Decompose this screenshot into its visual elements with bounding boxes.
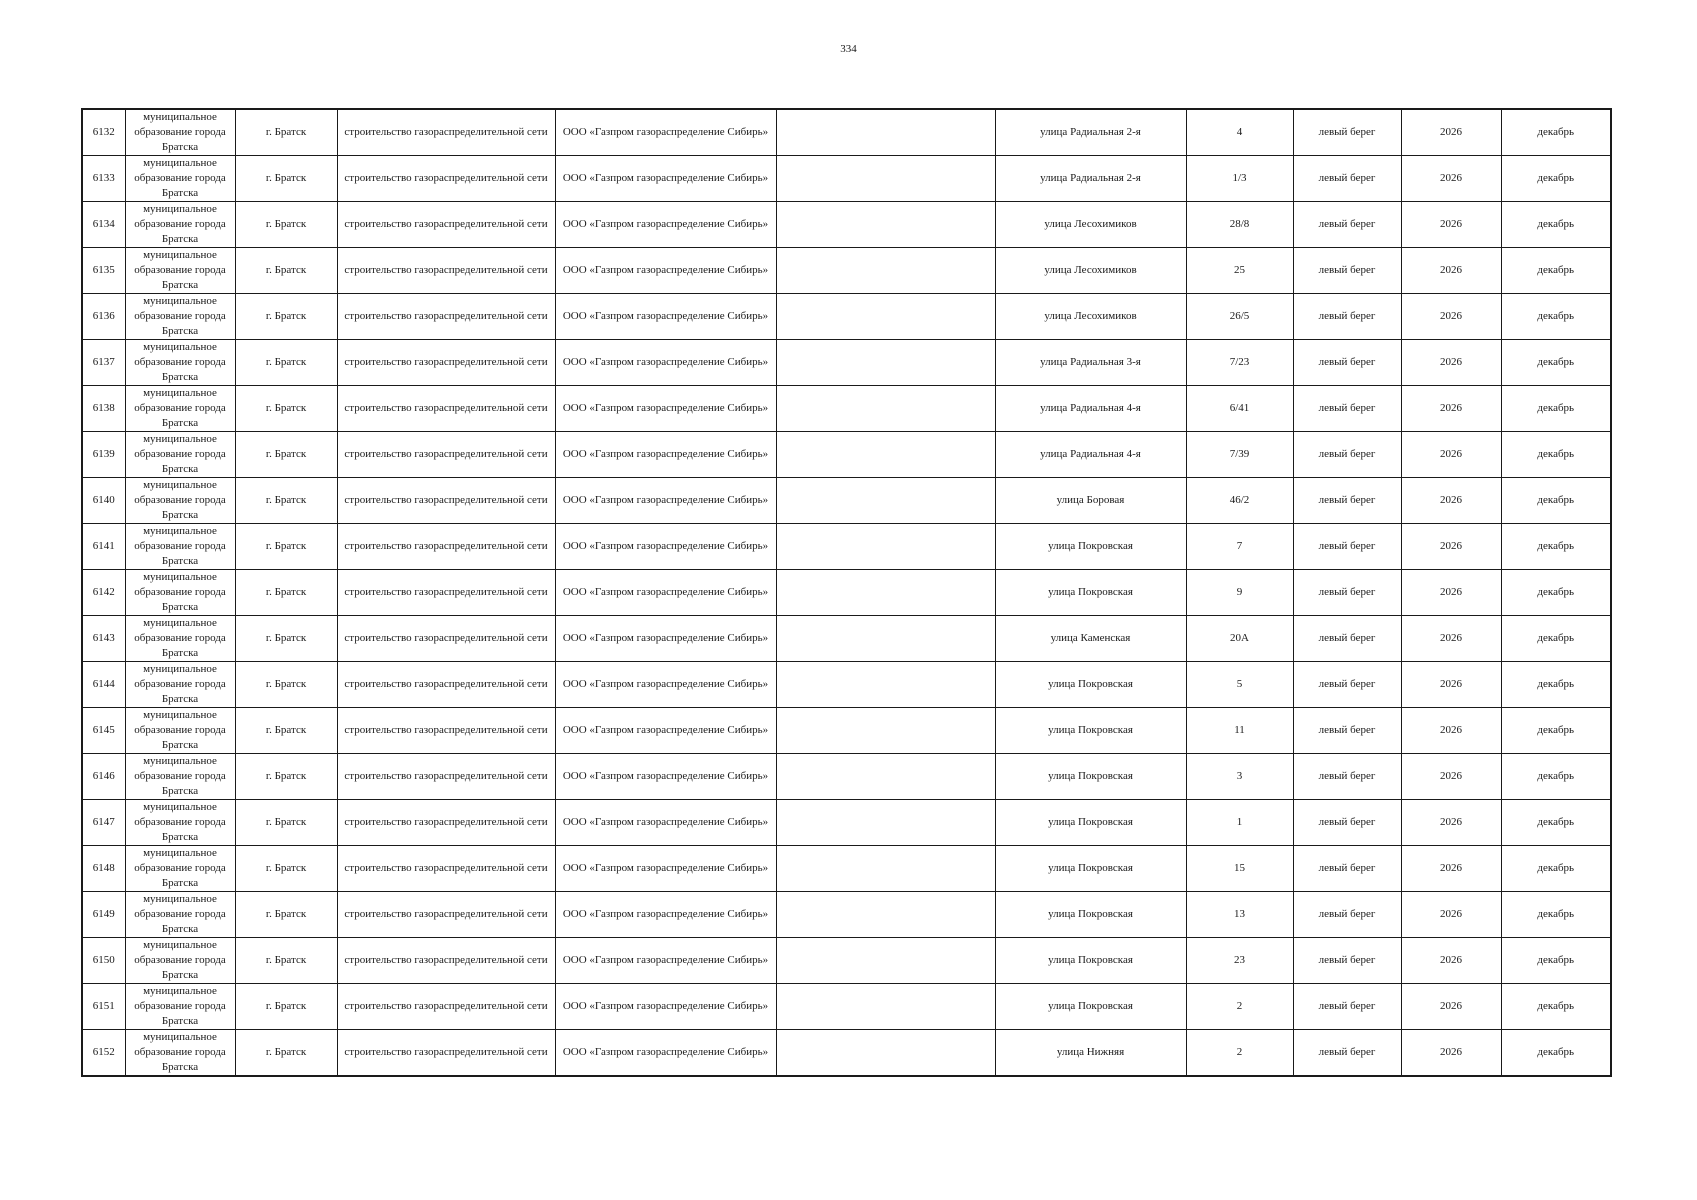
street-cell: улица Боровая — [995, 478, 1186, 524]
year-cell: 2026 — [1401, 616, 1501, 662]
organization-cell: ООО «Газпром газораспределение Сибирь» — [555, 432, 776, 478]
year-cell: 2026 — [1401, 892, 1501, 938]
municipality-cell: муниципальное образование города Братска — [125, 1030, 235, 1077]
table-row — [82, 294, 1611, 340]
empty-cell — [776, 662, 995, 708]
municipality-cell: муниципальное образование города Братска — [125, 248, 235, 294]
empty-cell — [776, 524, 995, 570]
work-type-cell: строительство газораспределительной сети — [337, 432, 555, 478]
empty-cell — [776, 294, 995, 340]
house-number-cell: 4 — [1186, 109, 1293, 156]
district-cell: левый берег — [1293, 662, 1401, 708]
municipality-cell: муниципальное образование города Братска — [125, 524, 235, 570]
street-cell: улица Покровская — [995, 846, 1186, 892]
year-cell: 2026 — [1401, 754, 1501, 800]
city-cell: г. Братск — [235, 984, 337, 1030]
organization-cell: ООО «Газпром газораспределение Сибирь» — [555, 846, 776, 892]
municipality-cell: муниципальное образование города Братска — [125, 432, 235, 478]
house-number-cell: 28/8 — [1186, 202, 1293, 248]
year-cell: 2026 — [1401, 386, 1501, 432]
city-cell: г. Братск — [235, 754, 337, 800]
municipality-cell: муниципальное образование города Братска — [125, 570, 235, 616]
organization-cell: ООО «Газпром газораспределение Сибирь» — [555, 524, 776, 570]
house-number-cell: 26/5 — [1186, 294, 1293, 340]
year-cell: 2026 — [1401, 1030, 1501, 1077]
house-number-cell: 13 — [1186, 892, 1293, 938]
empty-cell — [776, 478, 995, 524]
empty-cell — [776, 1030, 995, 1077]
month-cell: декабрь — [1501, 800, 1611, 846]
street-cell: улица Покровская — [995, 570, 1186, 616]
row-number-cell: 6133 — [82, 156, 125, 202]
work-type-cell: строительство газораспределительной сети — [337, 754, 555, 800]
city-cell: г. Братск — [235, 248, 337, 294]
street-cell: улица Покровская — [995, 984, 1186, 1030]
district-cell: левый берег — [1293, 202, 1401, 248]
empty-cell — [776, 984, 995, 1030]
month-cell: декабрь — [1501, 386, 1611, 432]
year-cell: 2026 — [1401, 984, 1501, 1030]
year-cell: 2026 — [1401, 800, 1501, 846]
city-cell: г. Братск — [235, 340, 337, 386]
municipality-cell: муниципальное образование города Братска — [125, 294, 235, 340]
table-row — [82, 432, 1611, 478]
organization-cell: ООО «Газпром газораспределение Сибирь» — [555, 109, 776, 156]
work-type-cell: строительство газораспределительной сети — [337, 340, 555, 386]
work-type-cell: строительство газораспределительной сети — [337, 1030, 555, 1077]
municipality-cell: муниципальное образование города Братска — [125, 202, 235, 248]
house-number-cell: 46/2 — [1186, 478, 1293, 524]
street-cell: улица Покровская — [995, 708, 1186, 754]
district-cell: левый берег — [1293, 616, 1401, 662]
table-row — [82, 938, 1611, 984]
data-table — [81, 108, 1612, 1077]
house-number-cell: 7/39 — [1186, 432, 1293, 478]
house-number-cell: 7 — [1186, 524, 1293, 570]
table-row — [82, 570, 1611, 616]
row-number-cell: 6149 — [82, 892, 125, 938]
municipality-cell: муниципальное образование города Братска — [125, 478, 235, 524]
row-number-cell: 6144 — [82, 662, 125, 708]
city-cell: г. Братск — [235, 800, 337, 846]
empty-cell — [776, 156, 995, 202]
year-cell: 2026 — [1401, 202, 1501, 248]
organization-cell: ООО «Газпром газораспределение Сибирь» — [555, 708, 776, 754]
work-type-cell: строительство газораспределительной сети — [337, 800, 555, 846]
district-cell: левый берег — [1293, 478, 1401, 524]
municipality-cell: муниципальное образование города Братска — [125, 156, 235, 202]
work-type-cell: строительство газораспределительной сети — [337, 248, 555, 294]
district-cell: левый берег — [1293, 156, 1401, 202]
year-cell: 2026 — [1401, 340, 1501, 386]
work-type-cell: строительство газораспределительной сети — [337, 570, 555, 616]
row-number-cell: 6135 — [82, 248, 125, 294]
month-cell: декабрь — [1501, 1030, 1611, 1077]
municipality-cell: муниципальное образование города Братска — [125, 800, 235, 846]
month-cell: декабрь — [1501, 616, 1611, 662]
table-row — [82, 846, 1611, 892]
organization-cell: ООО «Газпром газораспределение Сибирь» — [555, 938, 776, 984]
work-type-cell: строительство газораспределительной сети — [337, 938, 555, 984]
year-cell: 2026 — [1401, 708, 1501, 754]
house-number-cell: 23 — [1186, 938, 1293, 984]
empty-cell — [776, 892, 995, 938]
district-cell: левый берег — [1293, 294, 1401, 340]
district-cell: левый берег — [1293, 892, 1401, 938]
month-cell: декабрь — [1501, 248, 1611, 294]
empty-cell — [776, 616, 995, 662]
table-row — [82, 156, 1611, 202]
year-cell: 2026 — [1401, 156, 1501, 202]
district-cell: левый берег — [1293, 984, 1401, 1030]
district-cell: левый берег — [1293, 248, 1401, 294]
year-cell: 2026 — [1401, 432, 1501, 478]
month-cell: декабрь — [1501, 432, 1611, 478]
district-cell: левый берег — [1293, 340, 1401, 386]
year-cell: 2026 — [1401, 248, 1501, 294]
work-type-cell: строительство газораспределительной сети — [337, 478, 555, 524]
row-number-cell: 6143 — [82, 616, 125, 662]
row-number-cell: 6152 — [82, 1030, 125, 1077]
empty-cell — [776, 432, 995, 478]
district-cell: левый берег — [1293, 1030, 1401, 1077]
work-type-cell: строительство газораспределительной сети — [337, 109, 555, 156]
house-number-cell: 5 — [1186, 662, 1293, 708]
house-number-cell: 2 — [1186, 1030, 1293, 1077]
street-cell: улица Покровская — [995, 892, 1186, 938]
row-number-cell: 6132 — [82, 109, 125, 156]
organization-cell: ООО «Газпром газораспределение Сибирь» — [555, 662, 776, 708]
work-type-cell: строительство газораспределительной сети — [337, 156, 555, 202]
house-number-cell: 7/23 — [1186, 340, 1293, 386]
work-type-cell: строительство газораспределительной сети — [337, 846, 555, 892]
row-number-cell: 6142 — [82, 570, 125, 616]
row-number-cell: 6134 — [82, 202, 125, 248]
month-cell: декабрь — [1501, 938, 1611, 984]
street-cell: улица Покровская — [995, 800, 1186, 846]
district-cell: левый берег — [1293, 754, 1401, 800]
year-cell: 2026 — [1401, 846, 1501, 892]
street-cell: улица Лесохимиков — [995, 202, 1186, 248]
house-number-cell: 25 — [1186, 248, 1293, 294]
year-cell: 2026 — [1401, 294, 1501, 340]
street-cell: улица Лесохимиков — [995, 294, 1186, 340]
empty-cell — [776, 386, 995, 432]
empty-cell — [776, 754, 995, 800]
district-cell: левый берег — [1293, 432, 1401, 478]
organization-cell: ООО «Газпром газораспределение Сибирь» — [555, 984, 776, 1030]
empty-cell — [776, 202, 995, 248]
organization-cell: ООО «Газпром газораспределение Сибирь» — [555, 570, 776, 616]
work-type-cell: строительство газораспределительной сети — [337, 984, 555, 1030]
empty-cell — [776, 846, 995, 892]
row-number-cell: 6146 — [82, 754, 125, 800]
row-number-cell: 6151 — [82, 984, 125, 1030]
district-cell: левый берег — [1293, 800, 1401, 846]
year-cell: 2026 — [1401, 662, 1501, 708]
city-cell: г. Братск — [235, 570, 337, 616]
table-row — [82, 708, 1611, 754]
row-number-cell: 6136 — [82, 294, 125, 340]
district-cell: левый берег — [1293, 570, 1401, 616]
year-cell: 2026 — [1401, 109, 1501, 156]
table-row — [82, 616, 1611, 662]
district-cell: левый берег — [1293, 708, 1401, 754]
city-cell: г. Братск — [235, 662, 337, 708]
district-cell: левый берег — [1293, 938, 1401, 984]
municipality-cell: муниципальное образование города Братска — [125, 984, 235, 1030]
month-cell: декабрь — [1501, 570, 1611, 616]
month-cell: декабрь — [1501, 524, 1611, 570]
house-number-cell: 6/41 — [1186, 386, 1293, 432]
table-row — [82, 984, 1611, 1030]
table-row — [82, 662, 1611, 708]
table-row — [82, 202, 1611, 248]
municipality-cell: муниципальное образование города Братска — [125, 616, 235, 662]
house-number-cell: 2 — [1186, 984, 1293, 1030]
row-number-cell: 6137 — [82, 340, 125, 386]
municipality-cell: муниципальное образование города Братска — [125, 892, 235, 938]
city-cell: г. Братск — [235, 938, 337, 984]
city-cell: г. Братск — [235, 386, 337, 432]
empty-cell — [776, 109, 995, 156]
city-cell: г. Братск — [235, 524, 337, 570]
page-number: 334 — [840, 43, 857, 55]
month-cell: декабрь — [1501, 340, 1611, 386]
municipality-cell: муниципальное образование города Братска — [125, 662, 235, 708]
organization-cell: ООО «Газпром газораспределение Сибирь» — [555, 156, 776, 202]
work-type-cell: строительство газораспределительной сети — [337, 708, 555, 754]
organization-cell: ООО «Газпром газораспределение Сибирь» — [555, 478, 776, 524]
work-type-cell: строительство газораспределительной сети — [337, 892, 555, 938]
work-type-cell: строительство газораспределительной сети — [337, 294, 555, 340]
table-row — [82, 340, 1611, 386]
table-row — [82, 524, 1611, 570]
month-cell: декабрь — [1501, 662, 1611, 708]
table-row — [82, 109, 1611, 156]
organization-cell: ООО «Газпром газораспределение Сибирь» — [555, 754, 776, 800]
month-cell: декабрь — [1501, 109, 1611, 156]
street-cell: улица Радиальная 3-я — [995, 340, 1186, 386]
table-row — [82, 478, 1611, 524]
table-row — [82, 386, 1611, 432]
municipality-cell: муниципальное образование города Братска — [125, 754, 235, 800]
organization-cell: ООО «Газпром газораспределение Сибирь» — [555, 294, 776, 340]
row-number-cell: 6145 — [82, 708, 125, 754]
month-cell: декабрь — [1501, 478, 1611, 524]
organization-cell: ООО «Газпром газораспределение Сибирь» — [555, 340, 776, 386]
city-cell: г. Братск — [235, 202, 337, 248]
table-row — [82, 892, 1611, 938]
city-cell: г. Братск — [235, 109, 337, 156]
year-cell: 2026 — [1401, 938, 1501, 984]
month-cell: декабрь — [1501, 156, 1611, 202]
month-cell: декабрь — [1501, 984, 1611, 1030]
table-row — [82, 754, 1611, 800]
municipality-cell: муниципальное образование города Братска — [125, 938, 235, 984]
municipality-cell: муниципальное образование города Братска — [125, 109, 235, 156]
year-cell: 2026 — [1401, 570, 1501, 616]
street-cell: улица Радиальная 4-я — [995, 386, 1186, 432]
city-cell: г. Братск — [235, 846, 337, 892]
house-number-cell: 1 — [1186, 800, 1293, 846]
row-number-cell: 6147 — [82, 800, 125, 846]
table-row — [82, 800, 1611, 846]
organization-cell: ООО «Газпром газораспределение Сибирь» — [555, 892, 776, 938]
street-cell: улица Покровская — [995, 524, 1186, 570]
city-cell: г. Братск — [235, 294, 337, 340]
organization-cell: ООО «Газпром газораспределение Сибирь» — [555, 1030, 776, 1077]
street-cell: улица Радиальная 2-я — [995, 109, 1186, 156]
empty-cell — [776, 248, 995, 294]
district-cell: левый берег — [1293, 524, 1401, 570]
empty-cell — [776, 938, 995, 984]
month-cell: декабрь — [1501, 754, 1611, 800]
district-cell: левый берег — [1293, 109, 1401, 156]
street-cell: улица Покровская — [995, 938, 1186, 984]
month-cell: декабрь — [1501, 846, 1611, 892]
empty-cell — [776, 340, 995, 386]
district-cell: левый берег — [1293, 846, 1401, 892]
street-cell: улица Радиальная 4-я — [995, 432, 1186, 478]
house-number-cell: 20А — [1186, 616, 1293, 662]
row-number-cell: 6148 — [82, 846, 125, 892]
work-type-cell: строительство газораспределительной сети — [337, 524, 555, 570]
organization-cell: ООО «Газпром газораспределение Сибирь» — [555, 248, 776, 294]
table-body — [82, 109, 1611, 1076]
municipality-cell: муниципальное образование города Братска — [125, 846, 235, 892]
organization-cell: ООО «Газпром газораспределение Сибирь» — [555, 202, 776, 248]
empty-cell — [776, 800, 995, 846]
empty-cell — [776, 708, 995, 754]
city-cell: г. Братск — [235, 616, 337, 662]
city-cell: г. Братск — [235, 708, 337, 754]
month-cell: декабрь — [1501, 708, 1611, 754]
street-cell: улица Нижняя — [995, 1030, 1186, 1077]
row-number-cell: 6150 — [82, 938, 125, 984]
municipality-cell: муниципальное образование города Братска — [125, 708, 235, 754]
organization-cell: ООО «Газпром газораспределение Сибирь» — [555, 800, 776, 846]
street-cell: улица Покровская — [995, 662, 1186, 708]
row-number-cell: 6139 — [82, 432, 125, 478]
table-row — [82, 248, 1611, 294]
house-number-cell: 1/3 — [1186, 156, 1293, 202]
street-cell: улица Покровская — [995, 754, 1186, 800]
organization-cell: ООО «Газпром газораспределение Сибирь» — [555, 386, 776, 432]
empty-cell — [776, 570, 995, 616]
month-cell: декабрь — [1501, 892, 1611, 938]
house-number-cell: 9 — [1186, 570, 1293, 616]
year-cell: 2026 — [1401, 524, 1501, 570]
row-number-cell: 6138 — [82, 386, 125, 432]
month-cell: декабрь — [1501, 294, 1611, 340]
organization-cell: ООО «Газпром газораспределение Сибирь» — [555, 616, 776, 662]
row-number-cell: 6140 — [82, 478, 125, 524]
month-cell: декабрь — [1501, 202, 1611, 248]
city-cell: г. Братск — [235, 478, 337, 524]
table-row — [82, 1030, 1611, 1077]
street-cell: улица Каменская — [995, 616, 1186, 662]
work-type-cell: строительство газораспределительной сети — [337, 202, 555, 248]
row-number-cell: 6141 — [82, 524, 125, 570]
house-number-cell: 3 — [1186, 754, 1293, 800]
house-number-cell: 11 — [1186, 708, 1293, 754]
city-cell: г. Братск — [235, 1030, 337, 1077]
work-type-cell: строительство газораспределительной сети — [337, 616, 555, 662]
street-cell: улица Лесохимиков — [995, 248, 1186, 294]
city-cell: г. Братск — [235, 432, 337, 478]
house-number-cell: 15 — [1186, 846, 1293, 892]
district-cell: левый берег — [1293, 386, 1401, 432]
city-cell: г. Братск — [235, 156, 337, 202]
year-cell: 2026 — [1401, 478, 1501, 524]
work-type-cell: строительство газораспределительной сети — [337, 662, 555, 708]
municipality-cell: муниципальное образование города Братска — [125, 340, 235, 386]
municipality-cell: муниципальное образование города Братска — [125, 386, 235, 432]
street-cell: улица Радиальная 2-я — [995, 156, 1186, 202]
work-type-cell: строительство газораспределительной сети — [337, 386, 555, 432]
city-cell: г. Братск — [235, 892, 337, 938]
